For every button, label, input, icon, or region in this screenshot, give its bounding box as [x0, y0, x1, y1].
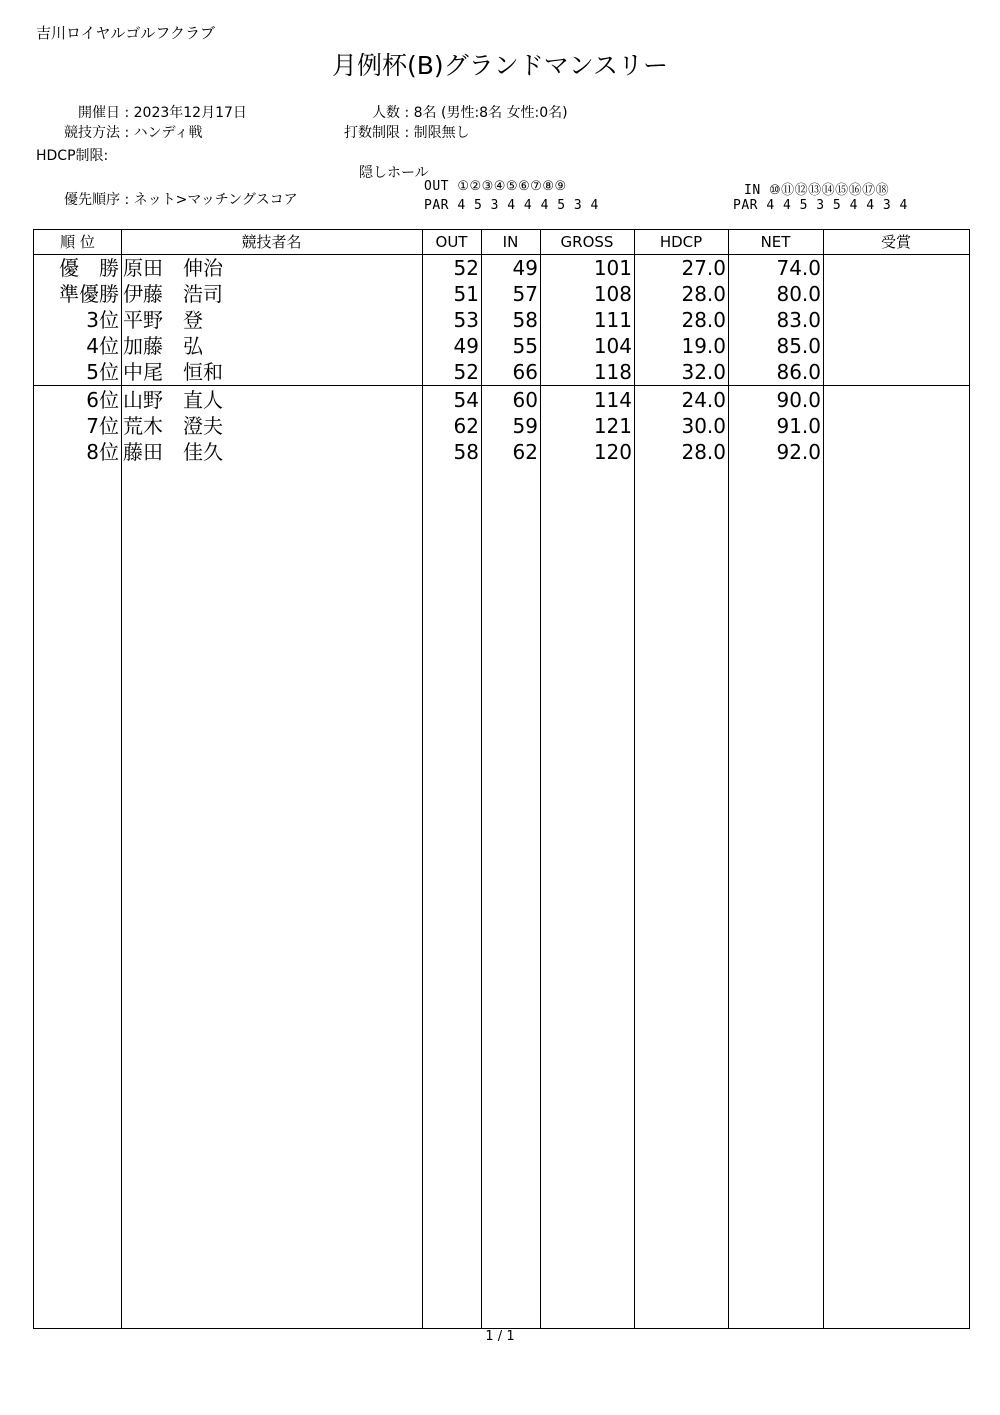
table-row: [34, 307, 969, 333]
in-par-row: [733, 198, 908, 213]
rank-cell: 8位: [86, 440, 119, 464]
net-cell: 74.0: [776, 256, 821, 280]
priority-row: [36, 189, 298, 209]
hdcp-limit-label: HDCP制限: [36, 148, 104, 164]
rank-cell: 5位: [86, 360, 119, 384]
in-label: IN: [744, 183, 761, 198]
hdcp-cell: 24.0: [681, 388, 726, 412]
name-cell: 伊藤 浩司: [123, 282, 223, 306]
name-cell: 荒木 澄夫: [123, 414, 223, 438]
out-par-row: [424, 198, 599, 213]
hidden-holes-label: 隠しホール: [359, 165, 429, 181]
table-row: [34, 439, 969, 465]
rank-cell: 準優勝: [59, 282, 119, 306]
club-name: 吉川ロイヤルゴルフクラブ: [36, 24, 215, 42]
colon: :: [120, 105, 134, 121]
in-cell: 60: [512, 388, 538, 412]
in-cell: 55: [512, 334, 538, 358]
out-holes: ①②③④⑤⑥⑦⑧⑨: [457, 179, 567, 194]
name-cell: 中尾 恒和: [123, 360, 223, 384]
table-row: [34, 359, 969, 385]
rank-cell: 6位: [86, 388, 119, 412]
colon: :: [120, 125, 134, 141]
out-cell: 54: [453, 388, 479, 412]
page-number: 1 / 1: [485, 1329, 515, 1344]
method-label: 競技方法: [64, 125, 120, 141]
net-cell: 86.0: [776, 360, 821, 384]
out-cell: 52: [453, 256, 479, 280]
out-cell: 52: [453, 360, 479, 384]
out-cell: 62: [453, 414, 479, 438]
header-net: NET: [760, 233, 791, 251]
hdcp-cell: 19.0: [681, 334, 726, 358]
in-cell: 66: [512, 360, 538, 384]
in-cell: 59: [512, 414, 538, 438]
in-holes-row: [744, 179, 889, 198]
header-gross: GROSS: [560, 233, 614, 251]
stroke-limit-label: 打数制限: [344, 125, 400, 141]
out-label: OUT: [424, 179, 449, 194]
in-par: 4 4 5 3 5 4 4 3 4: [766, 198, 908, 213]
table-row: [34, 413, 969, 439]
hdcp-cell: 27.0: [681, 256, 726, 280]
hdcp-cell: 28.0: [681, 282, 726, 306]
rank-cell: 7位: [86, 414, 119, 438]
out-cell: 58: [453, 440, 479, 464]
net-cell: 90.0: [776, 388, 821, 412]
name-cell: 平野 登: [123, 308, 203, 332]
out-par: 4 5 3 4 4 4 5 3 4: [457, 198, 599, 213]
header-rank: 順 位: [60, 233, 95, 251]
header-award: 受賞: [880, 233, 911, 251]
table-row: [34, 333, 969, 359]
gross-cell: 111: [593, 308, 632, 332]
in-cell: 57: [512, 282, 538, 306]
table-row: [34, 387, 969, 413]
name-cell: 原田 伸治: [123, 256, 223, 280]
in-par-label: PAR: [733, 198, 758, 213]
out-par-label: PAR: [424, 198, 449, 213]
colon: :: [400, 105, 414, 121]
hdcp-cell: 30.0: [681, 414, 726, 438]
net-cell: 83.0: [776, 308, 821, 332]
colon: :: [103, 148, 109, 164]
in-holes: ⑩⑪⑫⑬⑭⑮⑯⑰⑱: [768, 183, 890, 198]
out-holes-row: [424, 179, 567, 194]
header-hdcp: HDCP: [659, 233, 703, 251]
rank-cell: 優 勝: [59, 256, 119, 280]
in-cell: 49: [512, 256, 538, 280]
gross-cell: 121: [593, 414, 632, 438]
name-cell: 加藤 弘: [123, 334, 203, 358]
priority-value: ネット>マッチングスコア: [133, 192, 298, 208]
gross-cell: 101: [593, 256, 632, 280]
method-row: [36, 122, 203, 142]
header-in: IN: [502, 233, 519, 251]
name-cell: 藤田 佳久: [123, 440, 223, 464]
gross-cell: 114: [593, 388, 632, 412]
group-divider: [34, 385, 969, 386]
out-cell: 53: [453, 308, 479, 332]
hdcp-cell: 28.0: [681, 308, 726, 332]
rank-cell: 4位: [86, 334, 119, 358]
net-cell: 92.0: [776, 440, 821, 464]
priority-label: 優先順序: [64, 192, 120, 208]
hdcp-limit-row: [36, 145, 108, 165]
count-value: 8名 (男性:8名 女性:0名): [413, 105, 568, 121]
stroke-limit-value: 制限無し: [413, 125, 470, 141]
out-cell: 51: [453, 282, 479, 306]
in-cell: 58: [512, 308, 538, 332]
net-cell: 85.0: [776, 334, 821, 358]
count-row: [316, 102, 568, 122]
date-row: [36, 102, 247, 122]
rank-cell: 3位: [86, 308, 119, 332]
out-cell: 49: [453, 334, 479, 358]
gross-cell: 120: [593, 440, 632, 464]
date-label: 開催日: [78, 105, 120, 121]
hdcp-cell: 32.0: [681, 360, 726, 384]
in-cell: 62: [512, 440, 538, 464]
table-row: [34, 281, 969, 307]
hdcp-cell: 28.0: [681, 440, 726, 464]
name-cell: 山野 直人: [123, 388, 223, 412]
colon: :: [120, 192, 134, 208]
header-out: OUT: [435, 233, 468, 251]
stroke-limit-row: [316, 122, 470, 142]
count-label: 人数: [372, 105, 400, 121]
net-cell: 91.0: [776, 414, 821, 438]
colon: :: [400, 125, 414, 141]
gross-cell: 108: [593, 282, 632, 306]
method-value: ハンディ戦: [133, 125, 203, 141]
header-name: 競技者名: [241, 233, 302, 251]
table-row: [34, 255, 969, 281]
net-cell: 80.0: [776, 282, 821, 306]
gross-cell: 118: [593, 360, 632, 384]
gross-cell: 104: [593, 334, 632, 358]
results-table: [33, 229, 970, 1329]
date-value: 2023年12月17日: [133, 105, 247, 121]
page-title: 月例杯(B)グランドマンスリー: [332, 51, 668, 80]
